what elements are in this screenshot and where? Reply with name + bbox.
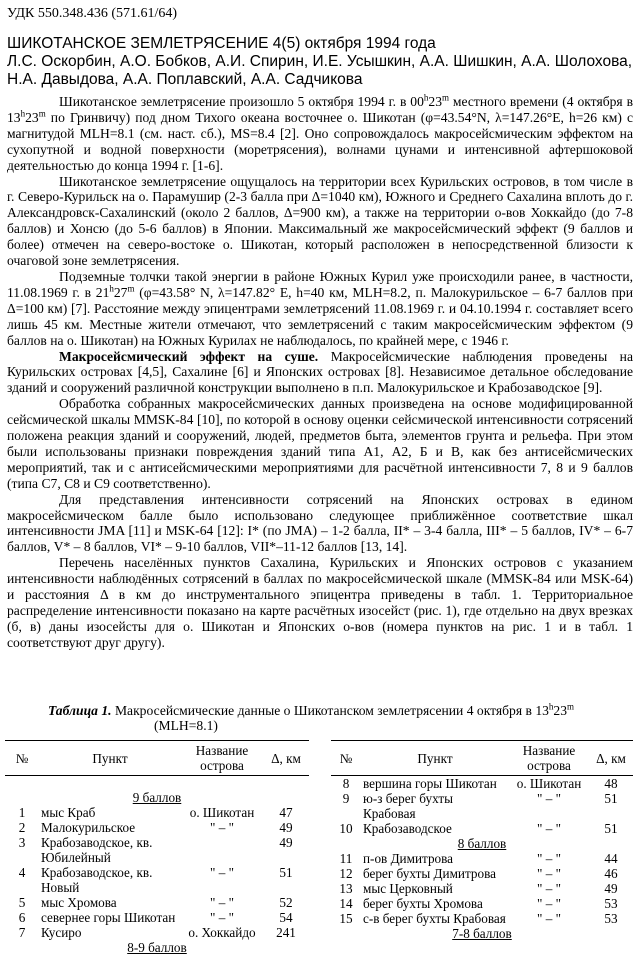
- cell-point: п-ов Димитрова: [361, 851, 509, 866]
- cell-point: севернее горы Шикотан: [39, 910, 181, 925]
- udc-code: УДК 550.348.436 (571.61/64): [7, 6, 177, 22]
- table-header-row: [5, 741, 309, 776]
- cell-point: берег бухты Хромова: [361, 896, 509, 911]
- table-row: [331, 881, 633, 896]
- header-point: Пункт: [361, 741, 509, 776]
- cell-dist: 51: [589, 791, 633, 821]
- cell-dist: 53: [589, 896, 633, 911]
- cell-island: " – ": [509, 791, 589, 821]
- cell-dist: 52: [263, 895, 309, 910]
- group-label: 8 баллов: [458, 836, 507, 851]
- cell-island: " – ": [181, 910, 263, 925]
- cell-dist: 44: [589, 851, 633, 866]
- cell-point: Крабозаводское: [361, 821, 509, 836]
- cell-island: " – ": [181, 865, 263, 895]
- cell-island: о. Хоккайдо: [181, 925, 263, 940]
- cell-point: мыс Краб: [39, 805, 181, 820]
- cell-num: 9: [331, 791, 361, 821]
- cell-num: 11: [331, 851, 361, 866]
- paper-title: ШИКОТАНСКОЕ ЗЕМЛЕТРЯСЕНИЕ 4(5) октября 1994 года: [7, 35, 436, 53]
- cell-dist: 49: [263, 820, 309, 835]
- cell-island: " – ": [509, 911, 589, 926]
- paper-authors: Л.С. Оскорбин, А.О. Бобков, А.И. Спирин, И.Е. Усышкин, А.А. Шишкин, А.А. Шолохова, Н.А. Давыдова, А.А. Поплавский, А.А. Садчикова: [7, 53, 637, 89]
- table-row: [5, 805, 309, 820]
- table-right: [331, 740, 633, 941]
- table-right-body: [331, 776, 633, 942]
- paragraph-1: Шикотанское землетрясение произошло 5 октября 1994 г. в 00$^h$23$^m$ местного времени (4 октября в 13$^h$23$^m$ по Гринвичу) под дном Тихого океана восточнее о. Шикотан (φ=43.54°N, λ=147.26°E, h=26 км) с магнитудой MLH=8.1 (см. наст. сб.), MS=8.4 [2]. Оно сопровождалось макросейсмическим эффектом на сухопутной и водной поверхности (моретрясения), волнами цунами и интенсивной афтершоковой деятельностью до конца 1994 г. [1-6].: [7, 94, 633, 174]
- cell-num: 6: [5, 910, 39, 925]
- cell-num: 12: [331, 866, 361, 881]
- header-island: Название острова: [181, 741, 263, 776]
- cell-num: 4: [5, 865, 39, 895]
- cell-num: 8: [331, 776, 361, 792]
- cell-num: 7: [5, 925, 39, 940]
- cell-island: " – ": [509, 866, 589, 881]
- group-row: [5, 940, 309, 955]
- table-row: [5, 835, 309, 865]
- section-heading: Макросейсмический эффект на суше.: [59, 349, 318, 364]
- table-row: [5, 865, 309, 895]
- table-caption: Таблица 1. Макросейсмические данные о Шикотанском землетрясении 4 октября в 13$^h$23$^m$ (MLH=8.1): [48, 703, 608, 733]
- cell-dist: 51: [263, 865, 309, 895]
- header-dist: Δ, км: [263, 741, 309, 776]
- group-row: [331, 836, 633, 851]
- table-row: [5, 820, 309, 835]
- table-left-body: [5, 776, 309, 955]
- table-row: [331, 866, 633, 881]
- paragraph-3: Подземные толчки такой энергии в районе Южных Курил уже происходили ранее, в частности, 11.08.1969 г. в 21$^h$27$^m$ (φ=43.58° N, λ=147.82° E, h=40 км, MLH=8.2, п. Малокурильское – 6-7 баллов при Δ=100 км) [7]. Расстояние между эпицентрами землетрясений 11.08.1969 г. и 04.10.1994 г. составляет всего лишь 45 км. Местные жители отмечают, что землетрясений с таким макросейсмическим эффектом (9 баллов на о. Шикотан) на Южных Курилах не наблюдалось, по крайней мере, с 1946 г.: [7, 269, 633, 349]
- paragraph-6: Для представления интенсивности сотрясений на Японских островах в едином макросейсмическом балле было использовано следующее приближённое соответствие шкал интенсивности JMA [11] и MSK-64 [12]: I* (по JMA) – 1-2 балла, II* – 3-4 балла, III* – 5 баллов, IV* – 6-7 баллов, V* – 8 баллов, VI* – 9-10 баллов, VII*–11-12 баллов [13, 14].: [7, 492, 633, 556]
- header-island: Название острова: [509, 741, 589, 776]
- cell-island: " – ": [181, 895, 263, 910]
- group-row: 9 баллов: [5, 790, 309, 805]
- cell-dist: 46: [589, 866, 633, 881]
- cell-num: 3: [5, 835, 39, 865]
- cell-point: мыс Хромова: [39, 895, 181, 910]
- paragraph-7: Перечень населённых пунктов Сахалина, Курильских и Японских островов с указанием интенсивности наблюдённых сотрясений в баллах по макросейсмической шкале (MMSK-84 или MSK-64) и расстояния Δ в км до инструментального эпицентра приведены в табл. 1. Территориальное распределение интенсивности показано на карте расчётных изосейст (рис. 1), где отдельно на двух врезках (б, в) даны изосейсты для о. Шикотан и Японских о-вов (номера пунктов на рис. 1 и в табл. 1 соответствуют друг другу).: [7, 555, 633, 650]
- header-dist: Δ, км: [589, 741, 633, 776]
- cell-num: 13: [331, 881, 361, 896]
- cell-num: 14: [331, 896, 361, 911]
- cell-point: Малокурильское: [39, 820, 181, 835]
- table-row: [331, 776, 633, 792]
- table-row: [5, 910, 309, 925]
- table-row: [331, 851, 633, 866]
- cell-dist: 54: [263, 910, 309, 925]
- table-row: [331, 911, 633, 926]
- cell-dist: 49: [263, 835, 309, 865]
- cell-point: Кусиро: [39, 925, 181, 940]
- paragraph-4: Макросейсмический эффект на суше. Макросейсмические наблюдения проведены на Курильских островах [4,5], Сахалине [6] и Японских островах [8]. Независимое детальное обследование зданий и сооружений различной конструкции выполнено в п.п. Малокурильское и Крабозаводское [9].: [7, 349, 633, 397]
- table-row: [5, 895, 309, 910]
- cell-point: Крабозаводское, кв. Новый: [39, 865, 181, 895]
- cell-point: мыс Церковный: [361, 881, 509, 896]
- cell-island: " – ": [509, 821, 589, 836]
- cell-island: о. Шикотан: [509, 776, 589, 792]
- table-row: [331, 896, 633, 911]
- table-left: [5, 740, 309, 955]
- cell-num: 1: [5, 805, 39, 820]
- table-row: [5, 925, 309, 940]
- table-label: Таблица 1: [48, 703, 108, 718]
- group-label: 7-8 баллов: [452, 926, 512, 941]
- table-header-row: [331, 741, 633, 776]
- group-label: 8-9 баллов: [127, 940, 187, 955]
- article-body: [7, 94, 633, 651]
- cell-island: " – ": [509, 881, 589, 896]
- cell-num: 5: [5, 895, 39, 910]
- cell-dist: 48: [589, 776, 633, 792]
- cell-num: 2: [5, 820, 39, 835]
- cell-island: " – ": [181, 820, 263, 835]
- cell-dist: 47: [263, 805, 309, 820]
- cell-dist: 241: [263, 925, 309, 940]
- cell-point: ю-з берег бухты Крабовая: [361, 791, 509, 821]
- cell-island: " – ": [509, 851, 589, 866]
- cell-point: вершина горы Шикотан: [361, 776, 509, 792]
- cell-island: [181, 835, 263, 865]
- table-row: [331, 791, 633, 821]
- group-row: [331, 926, 633, 941]
- header-point: Пункт: [39, 741, 181, 776]
- cell-point: с-в берег бухты Крабовая: [361, 911, 509, 926]
- paragraph-2: Шикотанское землетрясение ощущалось на территории всех Курильских островов, в том числе в г. Северо-Курильск на о. Парамушир (2-3 балла при Δ=1040 км), Южного и Среднего Сахалина вплоть до г. Александровск-Сахалинский (около 2 баллов, Δ=900 км), а также на территории о-вов Хоккайдо (до 7-8 баллов) и Хонсю (до 5-6 баллов) в Японии. Максимальный же макросейсмический эффект (9 баллов и более) отмечен на северо-востоке о. Шикотан, который расположен в непосредственной близости к очаговой зоне землетрясения.: [7, 174, 633, 269]
- cell-dist: 53: [589, 911, 633, 926]
- cell-point: берег бухты Димитрова: [361, 866, 509, 881]
- cell-dist: 49: [589, 881, 633, 896]
- paragraph-5: Обработка собранных макросейсмических данных произведена на основе модифицированной сейсмической шкалы MMSK-84 [10], по которой в основу оценки сейсмической интенсивности сотрясений положена реакция зданий и сооружений, людей, предметов быта, элементов грунта и рельефа. При этом были использованы признаки повреждения зданий типа А1, А2, Б и В, как без антисейсмических мероприятий, так и с антисейсмическими мероприятиями для расчётной интенсивности 7, 8 и 9 баллов (типа С7, С8 и С9 соответственно).: [7, 396, 633, 491]
- table-row: [331, 821, 633, 836]
- cell-island: о. Шикотан: [181, 805, 263, 820]
- cell-num: 10: [331, 821, 361, 836]
- cell-num: 15: [331, 911, 361, 926]
- header-num: №: [331, 741, 361, 776]
- cell-point: Крабозаводское, кв. Юбилейный: [39, 835, 181, 865]
- header-num: №: [5, 741, 39, 776]
- cell-dist: 51: [589, 821, 633, 836]
- cell-island: " – ": [509, 896, 589, 911]
